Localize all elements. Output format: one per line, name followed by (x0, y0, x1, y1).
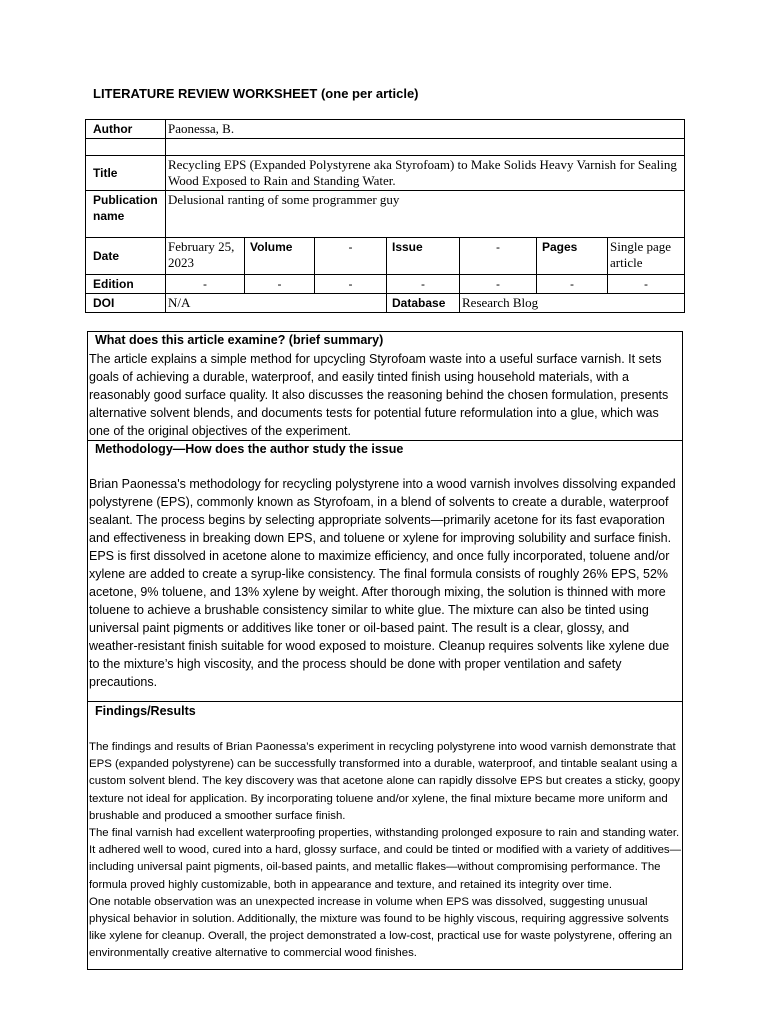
author-row (86, 120, 685, 139)
issue-label: Issue (387, 238, 460, 275)
edition-cell: - (387, 275, 460, 294)
doi-row (86, 294, 685, 313)
volume-value: - (315, 238, 387, 275)
article-metadata-table (85, 119, 685, 313)
findings-paragraph: The final varnish had excellent waterproofing properties, withstanding prolonged exposure to rain and standing water. It adhered well to wood, cured into a hard, glossy surface, and could be tinted or modified with a variety of additives—including universal paint pigments, oil-based paints, and metallic flakes—without compromising performance. The formula proved highly customizable, both in appearance and texture, and retained its integrity over time. (89, 827, 682, 891)
methodology-heading: Methodology—How does the author study the issue (95, 442, 404, 456)
title-label: Title (86, 156, 166, 191)
issue-value: - (460, 238, 537, 275)
worksheet-title: LITERATURE REVIEW WORKSHEET (one per article) (93, 86, 419, 101)
publication-value: Delusional ranting of some programmer guy (166, 191, 685, 238)
title-value: Recycling EPS (Expanded Polystyrene aka Styrofoam) to Make Solids Heavy Varnish for Sealing Wood Exposed to Rain and Standing Water. (166, 156, 685, 191)
doi-label: DOI (86, 294, 166, 313)
edition-cell: - (166, 275, 245, 294)
doi-value: N/A (166, 294, 387, 313)
date-row (86, 238, 685, 275)
edition-cell: - (608, 275, 685, 294)
findings-paragraph: The findings and results of Brian Paonessa’s experiment in recycling polystyrene into wood varnish demonstrate that EPS (expanded polystyrene) can be successfully transformed into a durable, waterproof, and tintable sealant using a custom solvent blend. The key discovery was that acetone alone can rapidly dissolve EPS but creates a sticky, goopy texture not ideal for application. By incorporating toluene and/or xylene, the final mixture became more uniform and brushable and produced a smoother surface finish. (89, 741, 680, 822)
blank-cell (86, 139, 166, 156)
volume-label: Volume (245, 238, 315, 275)
summary-heading: What does this article examine? (brief summary) (95, 333, 384, 347)
findings-heading: Findings/Results (95, 704, 196, 718)
edition-label: Edition (86, 275, 166, 294)
author-value: Paonessa, B. (166, 120, 685, 139)
date-label: Date (86, 238, 166, 275)
methodology-text: Brian Paonessa's methodology for recycling polystyrene into a wood varnish involves dissolving expanded polystyrene (EPS), commonly known as Styrofoam, in a blend of solvents to create a durable, waterproof sealant. The process begins by selecting appropriate solvents—primarily acetone for its fast evaporation and effectiveness in breaking down EPS, and toluene or xylene for improving solubility and surface finish. EPS is first dissolved in acetone alone to maximize efficiency, and once fully incorporated, toluene and/or xylene are added to create a syrup-like consistency. The final formula consists of roughly 26% EPS, 52% acetone, 9% toluene, and 13% xylene by weight. After thorough mixing, the solution is thinned with more toluene to achieve a brushable consistency similar to white glue. The mixture can also be tinted using universal paint pigments or additives like toner or oil-based paint. The result is a clear, glossy, and weather-resistant finish suitable for wood exposed to moisture. Cleanup requires solvents like xylene due to the mixture’s high viscosity, and the process should be done with proper ventilation and safety precautions. (89, 477, 676, 689)
publication-row (86, 191, 685, 238)
summary-section (88, 332, 682, 440)
pages-label: Pages (537, 238, 608, 275)
edition-cell: - (537, 275, 608, 294)
blank-row (86, 139, 685, 156)
database-label: Database (387, 294, 460, 313)
publication-label: Publication name (86, 191, 166, 238)
review-sections (87, 331, 683, 970)
edition-row (86, 275, 685, 294)
title-row (86, 156, 685, 191)
findings-section (88, 701, 682, 969)
author-label: Author (86, 120, 166, 139)
edition-cell: - (315, 275, 387, 294)
findings-paragraph: One notable observation was an unexpected increase in volume when EPS was dissolved, suggesting unusual physical behavior in solution. Additionally, the mixture was found to be highly viscous, requiring aggressive solvents like xylene for cleanup. Overall, the project demonstrated a low-cost, practical use for waste polystyrene, offering an environmentally creative alternative to commercial wood finishes. (89, 895, 672, 960)
edition-cell: - (245, 275, 315, 294)
pages-value: Single page article (608, 238, 685, 275)
date-value: February 25, 2023 (166, 238, 245, 275)
database-value: Research Blog (460, 294, 685, 313)
methodology-section (88, 440, 682, 701)
summary-text: The article explains a simple method for upcycling Styrofoam waste into a useful surface varnish. It sets goals of achieving a durable, waterproof, and easily tinted finish using household materials, with a reasonably good surface quality. It also discusses the reasoning behind the chosen formulation, presents alternative solvent blends, and documents tests for potential future reformulation into a glue, which was one of the original objectives of the experiment. (89, 352, 669, 438)
blank-cell (166, 139, 685, 156)
edition-cell: - (460, 275, 537, 294)
